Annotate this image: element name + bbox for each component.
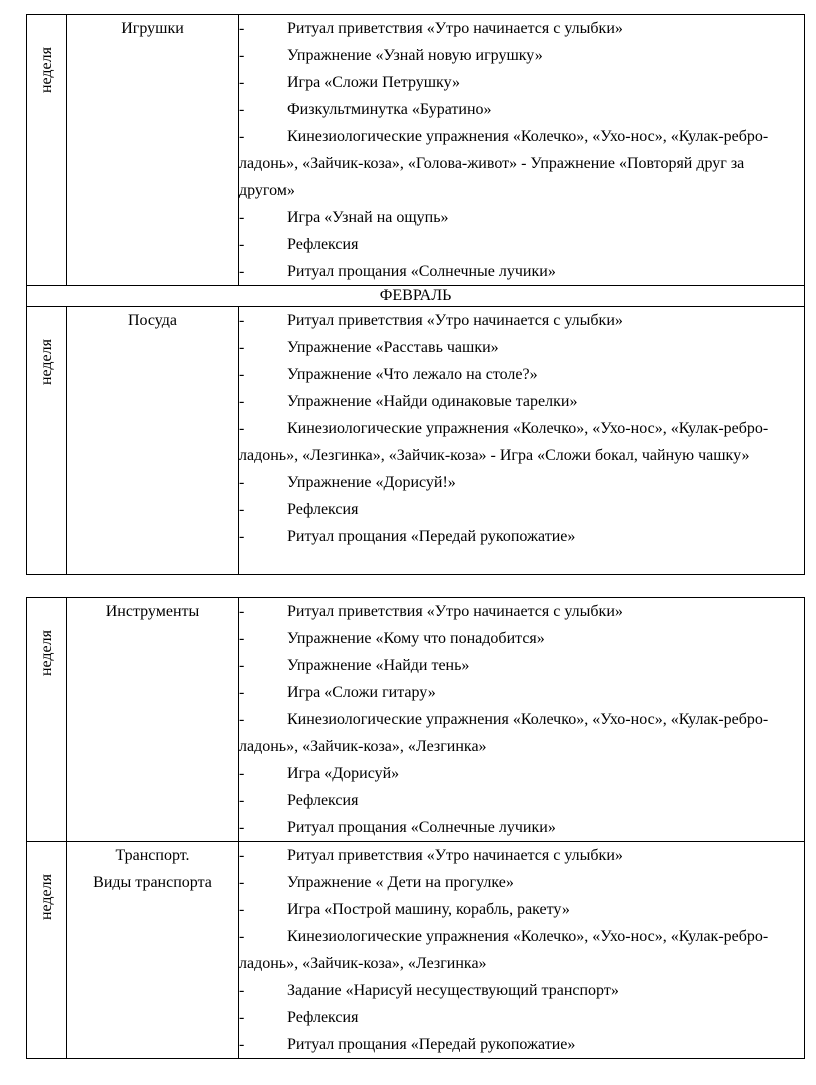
list-item: - Упражнение «Найди тень» <box>239 657 470 674</box>
month-heading: ФЕВРАЛЬ <box>27 286 805 307</box>
theme-cell <box>67 15 239 286</box>
list-item: - Игра «Дорисуй» <box>239 765 400 782</box>
list-item: - Ритуал приветствия «Утро начинается с улыбки» <box>239 20 623 37</box>
list-item: - Рефлексия <box>239 236 359 253</box>
list-item: - Задание «Нарисуй несуществующий транспорт» <box>239 982 619 999</box>
list-item: - Ритуал приветствия «Утро начинается с улыбки» <box>239 847 623 864</box>
list-item: - Игра «Построй машину, корабль, ракету» <box>239 901 570 918</box>
week-cell <box>27 307 67 575</box>
list-item: - Упражнение «Узнай новую игрушку» <box>239 47 543 64</box>
list-item: - Кинезиологические упражнения «Колечко», «Ухо-нос», «Кулак-реброладонь», «Зайчик-коза», «Лезгинка» <box>239 711 769 755</box>
list-item: - Рефлексия <box>239 792 359 809</box>
week-cell <box>27 842 67 1059</box>
list-item: - Игра «Сложи гитару» <box>239 684 436 701</box>
week-label: неделя <box>37 47 55 94</box>
theme-label-line-1: Транспорт. <box>115 847 190 864</box>
list-item: - Упражнение « Дети на прогулке» <box>239 874 514 891</box>
activities-cell <box>239 842 805 1059</box>
theme-cell <box>67 842 239 1059</box>
table-row <box>27 307 805 575</box>
list-item: - Кинезиологические упражнения «Колечко», «Ухо-нос», «Кулак-реброладонь», «Лезгинка», «Зайчик-коза» - Игра «Сложи бокал, чайную чашку» <box>239 420 769 464</box>
list-item: - Ритуал прощания «Передай рукопожатие» <box>239 1036 576 1053</box>
list-item: - Рефлексия <box>239 501 359 518</box>
week-label: неделя <box>37 630 55 677</box>
activities-cell <box>239 15 805 286</box>
theme-label-line-2: Виды транспорта <box>93 874 212 891</box>
theme-label: Посуда <box>127 312 178 329</box>
table-row <box>27 842 805 1059</box>
activities-cell <box>239 307 805 575</box>
theme-label: Инструменты <box>105 603 200 620</box>
activities-cell <box>239 598 805 842</box>
table-row <box>27 598 805 842</box>
list-item: - Ритуал прощания «Солнечные лучики» <box>239 819 556 836</box>
list-item: - Упражнение «Что лежало на столе?» <box>239 366 538 383</box>
week-cell <box>27 598 67 842</box>
week-label: неделя <box>37 874 55 921</box>
week-label: неделя <box>37 339 55 386</box>
month-row <box>27 286 805 307</box>
list-item: - Упражнение «Дорисуй!» <box>239 474 456 491</box>
plan-table-1 <box>26 14 805 575</box>
list-item: - Ритуал приветствия «Утро начинается с улыбки» <box>239 603 623 620</box>
list-item: - Кинезиологические упражнения «Колечко», «Ухо-нос», «Кулак-реброладонь», «Зайчик-коза», «Лезгинка» <box>239 928 769 972</box>
theme-cell <box>67 307 239 575</box>
list-item: - Ритуал приветствия «Утро начинается с улыбки» <box>239 312 623 329</box>
list-item: - Игра «Узнай на ощупь» <box>239 209 449 226</box>
list-item: - Игра «Сложи Петрушку» <box>239 74 460 91</box>
theme-label: Игрушки <box>121 20 184 37</box>
list-item: - Рефлексия <box>239 1009 359 1026</box>
list-item: - Кинезиологические упражнения «Колечко», «Ухо-нос», «Кулак-реброладонь», «Зайчик-коза», «Голова-живот» - Упражнение «Повторяй друг за другом» <box>239 128 769 199</box>
list-item: - Физкультминутка «Буратино» <box>239 101 492 118</box>
week-cell <box>27 15 67 286</box>
plan-table-2 <box>26 597 805 1059</box>
list-item: - Упражнение «Найди одинаковые тарелки» <box>239 393 578 410</box>
table-row <box>27 15 805 286</box>
list-item: - Упражнение «Расставь чашки» <box>239 339 499 356</box>
list-item: - Ритуал прощания «Передай рукопожатие» <box>239 528 576 545</box>
theme-cell <box>67 598 239 842</box>
list-item: - Упражнение «Кому что понадобится» <box>239 630 545 647</box>
list-item: - Ритуал прощания «Солнечные лучики» <box>239 263 556 280</box>
